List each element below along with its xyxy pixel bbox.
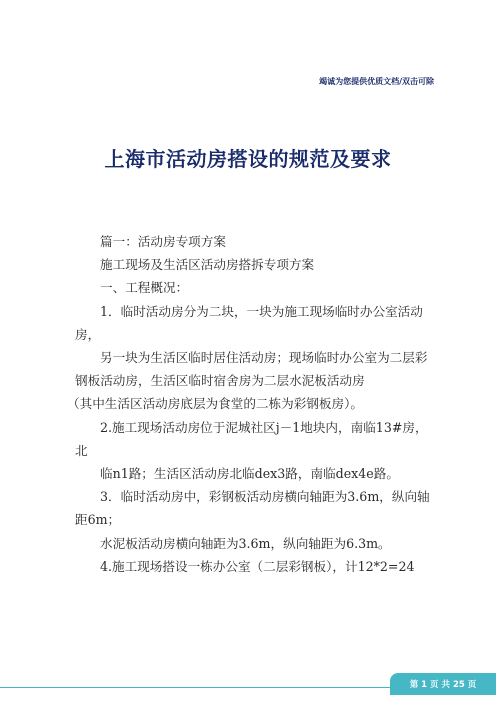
paragraph-5: 另一块为生活区临时居住活动房；现场临时办公室为二层彩钢板活动房，生活区临时宿舍房为二层水泥板活动房 (75, 350, 428, 389)
header-note: 竭诚为您提供优质文档/双击可除 (319, 77, 434, 86)
paragraph-10: 水泥板活动房横向轴距为3.6m，纵向轴距为6.3m。 (100, 535, 391, 551)
page-indicator (390, 673, 496, 695)
paragraph-1: 篇一：活动房专项方案 (100, 234, 226, 249)
paragraph-3: 一、工程概况： (100, 280, 189, 296)
page-footer (0, 673, 496, 695)
paragraph-11: 4.施工现场搭设一栋办公室（二层彩钢板），计12*2=24 (100, 558, 415, 574)
paragraph-9: 3．临时活动房中，彩钢板活动房横向轴距为3.6m，纵向轴距6m； (75, 489, 430, 528)
document-body (67, 230, 435, 578)
document-title: 上海市活动房搭设的规范及要求 (104, 147, 392, 171)
paragraph-7: 2.施工现场活动房位于泥城社区j－1地块内，南临13#房，北 (75, 419, 428, 458)
paragraph-8: 临n1路；生活区活动房北临dex3路，南临dex4e路。 (100, 466, 399, 482)
page-number-label: 第 1 页 共 25 页 (409, 680, 477, 690)
paragraph-6: （其中生活区活动房底层为食堂的二栋为彩钢板房）。 (67, 396, 363, 412)
paragraph-4: 1．临时活动房分为二块，一块为施工现场临时办公室活动房， (75, 303, 423, 342)
paragraph-2: 施工现场及生活区活动房搭拆专项方案 (100, 257, 315, 273)
